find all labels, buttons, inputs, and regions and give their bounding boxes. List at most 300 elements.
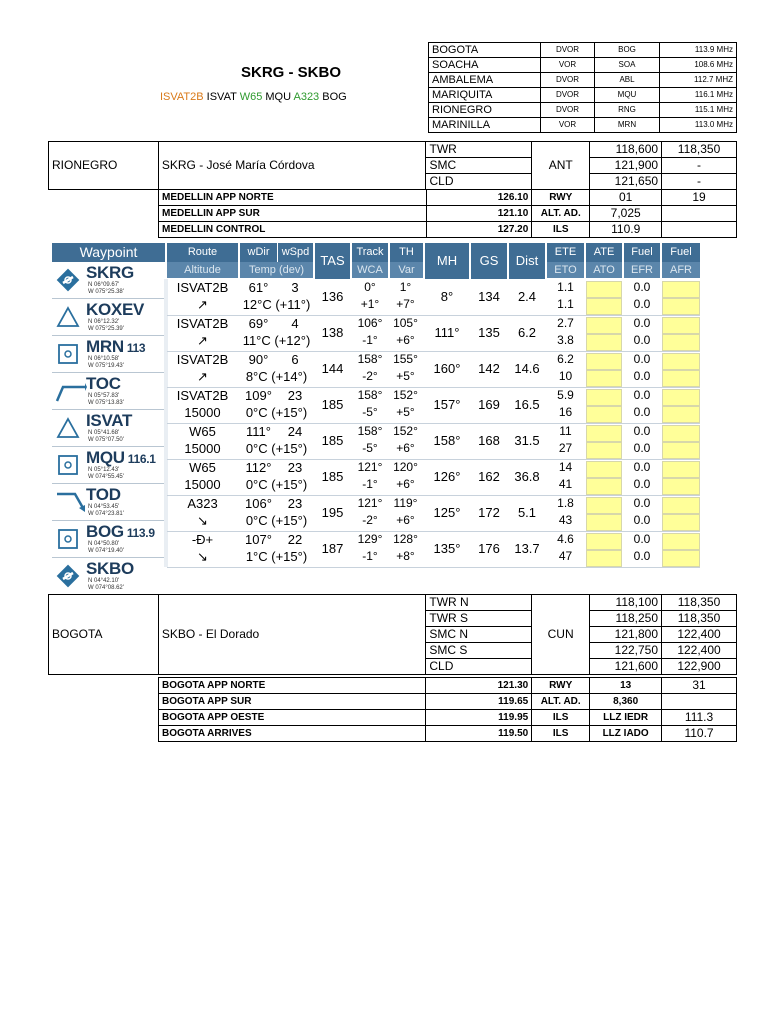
ete: 11 [559,424,572,438]
climb-icon [55,379,81,403]
leg-row [167,531,700,568]
navaid-frequency: 116.1 MHz [660,88,737,103]
wind-correction-angle: -5° [362,441,378,455]
true-airspeed: 187 [321,541,344,556]
triangle-icon [55,305,81,329]
vor-icon [55,342,81,366]
column-subheader-efr: EFR [624,262,660,278]
freq-primary: 121,900 [590,158,662,174]
arrival-frequencies-table [158,677,737,742]
afr-input[interactable] [662,442,700,459]
leg-route: W65 [189,460,216,475]
freq-primary: 118,250 [590,611,662,627]
leg-altitude: 15000 [184,477,221,492]
afr-input[interactable] [662,298,700,315]
fuel-used-input[interactable] [662,389,700,406]
departure-airport-name: SKRG - José María Córdova [158,142,426,190]
info-value: LLZ IADO [590,726,662,742]
eto: 43 [558,513,573,527]
waypoint-coordinates [88,430,124,444]
freq-primary: 121,600 [590,659,662,675]
waypoint-coordinates [88,319,124,333]
fuel-remaining: 0.0 [633,388,651,402]
variation: +6° [396,477,415,491]
departure-city: RIONEGRO [49,142,159,190]
navaid-type: DVOR [541,88,595,103]
route-segment: ISVAT [203,91,240,103]
eto: 41 [558,477,573,491]
waypoint-item[interactable] [52,447,165,484]
waypoint-name [86,300,144,320]
variation: +6° [396,441,415,455]
ato-input[interactable] [586,514,622,531]
freq-primary: 118,100 [590,595,662,611]
latitude: N 05°12.43' [88,467,120,473]
ate-input[interactable] [586,533,622,550]
afr-input[interactable] [662,370,700,387]
info-value: 110.9 [590,222,662,238]
waypoint-item[interactable] [52,410,165,447]
freq-secondary: 122,400 [662,627,737,643]
leg-altitude: ↗ [197,297,208,312]
info-value-2 [662,694,737,710]
navaid-id: ABL [595,73,660,88]
navaid-frequency: 115.1 MHz [660,103,737,118]
ground-speed: 176 [478,541,500,556]
waypoint-coordinates [88,467,124,481]
track: 158° [357,424,383,438]
info-value-2: 110.7 [662,726,737,742]
temperature: 8°C (+14°) [245,369,308,384]
leg-row [167,279,700,316]
track: 158° [357,388,383,402]
frequency-row [49,595,737,611]
leg-row [167,351,700,388]
facility-name: BOGOTA APP NORTE [159,678,426,694]
column-header-th: TH [390,243,423,262]
wind-direction: 112° [245,460,272,475]
latitude: N 04°42.10' [88,578,120,584]
leg-altitude: ↘ [197,549,208,564]
distance: 36.8 [514,469,540,484]
wind-speed: 22 [287,532,303,547]
track: 106° [357,316,383,330]
leg-row [167,315,700,352]
magnetic-heading: 125° [433,505,461,520]
fuel-used-input[interactable] [662,533,700,550]
magnetic-heading: 160° [433,361,461,376]
ete: 14 [558,460,573,474]
waypoint-name [86,337,145,357]
wind-direction: 109° [245,388,272,403]
leg-route: W65 [189,424,216,439]
waypoint-coordinates [88,356,124,370]
column-subheader-var: Var [390,262,423,278]
column-header-route: Route [167,243,238,262]
navaid-type: DVOR [541,73,595,88]
info-label: ILS [532,222,590,238]
latitude: N 05°57.83' [88,393,120,399]
temperature: 0°C (+15°) [245,477,308,492]
eto: 16 [558,405,573,419]
leg-route: ISVAT2B [176,352,229,367]
column-subheader-afr: AFR [662,262,700,278]
ate-input[interactable] [586,461,622,478]
magnetic-heading: 8° [440,289,454,304]
waypoint-item[interactable] [52,299,165,336]
wind-correction-angle: -1° [362,333,378,347]
navaid-id: BOG [595,43,660,58]
waypoint-name [86,263,134,283]
fuel-remaining: 0.0 [633,316,651,330]
column-subheader-temp: Temp (dev) [240,262,313,278]
distance: 16.5 [514,397,540,412]
ate-input[interactable] [586,497,622,514]
navaids-table [428,42,737,133]
true-airspeed: 185 [321,397,344,412]
departure-airport-table [48,141,737,190]
distance: 31.5 [514,433,540,448]
distance: 13.7 [514,541,540,556]
waypoint-ident: TOD [86,485,121,504]
freq-label: SMC S [426,643,532,659]
airport-icon [55,268,81,292]
info-label: ALT. AD. [532,206,590,222]
column-header-gs: GS [471,243,507,279]
triangle-icon [55,416,81,440]
leg-route: ISVAT2B [176,388,229,403]
navaid-frequency: 113.0 MHz [660,118,737,133]
fuel-used-value: 0.0 [633,369,651,383]
facility-name: BOGOTA APP SUR [159,694,426,710]
temperature: 1°C (+15°) [245,549,308,564]
track: 158° [357,352,383,366]
true-airspeed: 195 [321,505,344,520]
fuel-remaining: 0.0 [633,532,651,546]
info-value-2: 31 [662,678,737,694]
column-header-dist: Dist [509,243,545,279]
ate-input[interactable] [586,389,622,406]
magnetic-heading: 158° [433,433,461,448]
freq-label: TWR [426,142,532,158]
longitude: W 075°19.43' [88,363,124,369]
navaid-frequency: 112.7 MHZ [660,73,737,88]
temperature: 12°C (+11°) [242,297,311,312]
track: 121° [357,496,383,510]
freq-secondary: 118,350 [662,142,737,158]
route-segment: A323 [293,91,320,103]
freq-label: SMC [426,158,532,174]
afr-input[interactable] [662,514,700,531]
fuel-used-input[interactable] [662,281,700,298]
navaid-frequency: 108.6 MHz [660,58,737,73]
ato-input[interactable] [586,442,622,459]
wind-correction-angle: -2° [362,369,378,383]
facility-frequency: 126.10 [426,190,532,206]
eto: 3.8 [557,333,574,347]
fuel-remaining: 0.0 [633,496,651,510]
eto: 1.1 [557,297,574,311]
leg-route: A323 [187,496,218,511]
longitude: W 074°55.45' [88,474,124,480]
info-value: 01 [590,190,662,206]
eto: 27 [558,441,573,455]
fuel-remaining: 0.0 [633,352,651,366]
ato-input[interactable] [586,478,622,495]
ete: 1.1 [557,280,574,294]
true-heading: 120° [393,460,418,474]
true-heading: 152° [393,424,418,438]
info-value: 8,360 [590,694,662,710]
waypoint-name [86,448,156,468]
true-heading: 152° [393,388,418,402]
longitude: W 074°08.62' [88,585,124,591]
waypoint-item[interactable] [52,336,165,373]
leg-altitude: ↗ [197,369,208,384]
freq-primary: 122,750 [590,643,662,659]
waypoint-frequency: 113.9 [126,526,155,540]
facility-name: MEDELLIN CONTROL [159,222,427,238]
departure-frequencies-table [158,189,737,238]
latitude: N 04°53.45' [88,504,120,510]
leg-altitude: ↗ [197,333,208,348]
wind-correction-angle: -1° [362,477,378,491]
facility-name: BOGOTA APP OESTE [159,710,426,726]
fuel-used-input[interactable] [662,353,700,370]
info-label: ILS [532,710,590,726]
temperature: 0°C (+15°) [245,513,308,528]
eto: 10 [558,369,573,383]
afr-input[interactable] [662,478,700,495]
waypoint-coordinates [88,541,124,555]
ate-input[interactable] [586,281,622,298]
column-header-ete: ETE [547,243,584,262]
frequency-row [159,678,737,694]
longitude: W 075°25.38' [88,289,124,295]
leg-route: ISVAT2B [176,316,229,331]
magnetic-heading: 126° [433,469,461,484]
ato-input[interactable] [586,298,622,315]
true-heading: 128° [393,532,418,546]
waypoint-frequency: 116.1 [127,452,156,466]
ground-speed: 162 [478,469,500,484]
ground-speed: 142 [478,361,500,376]
waypoint-header: Waypoint [52,243,165,262]
freq-label: CLD [426,659,532,675]
longitude: W 074°23.81' [88,511,124,517]
waypoint-coordinates [88,393,124,407]
temperature: 0°C (+15°) [245,405,308,420]
fuel-used-value: 0.0 [633,333,651,347]
facility-name: MEDELLIN APP SUR [159,206,427,222]
leg-row [167,387,700,424]
facility-name: MEDELLIN APP NORTE [159,190,427,206]
true-heading: 155° [393,352,418,366]
longitude: W 075°25.39' [88,326,124,332]
info-value-2 [662,222,737,238]
track: 121° [357,460,383,474]
wind-correction-angle: -5° [362,405,378,419]
ato-input[interactable] [586,406,622,423]
magnetic-heading: 157° [433,397,461,412]
navaid-name: MARIQUITA [429,88,541,103]
vor-icon [55,453,81,477]
route-segment: MQU [262,91,294,103]
wind-direction: 111° [246,424,271,439]
distance: 14.6 [514,361,540,376]
wind-speed: 23 [287,496,303,511]
ate-input[interactable] [586,353,622,370]
ete: 2.7 [557,316,574,330]
ato-input[interactable] [586,334,622,351]
ete: 4.6 [557,532,574,546]
ate-input[interactable] [586,425,622,442]
navaid-frequency: 113.9 MHz [660,43,737,58]
fuel-used-value: 0.0 [633,297,651,311]
column-header-fuel2: Fuel [662,243,700,262]
freq-label: CLD [426,174,532,190]
info-value-2: 19 [662,190,737,206]
freq-primary: 121,800 [590,627,662,643]
latitude: N 06°12.32' [88,319,120,325]
variation: +7° [396,297,415,311]
latitude: N 05°41.68' [88,430,120,436]
route-segment: ISVAT2B [160,91,204,103]
distance: 6.2 [517,325,537,340]
facility-frequency: 119.95 [426,710,532,726]
freq-secondary: - [662,158,737,174]
vor-icon [55,527,81,551]
fuel-remaining: 0.0 [633,424,651,438]
airport-icon [55,564,81,588]
wind-speed: 4 [291,316,299,331]
fuel-used-input[interactable] [662,497,700,514]
ground-speed: 169 [478,397,500,412]
true-heading: 1° [399,280,412,294]
ground-speed: 134 [478,289,500,304]
wind-speed: 6 [291,352,299,367]
freq-secondary: 118,350 [662,595,737,611]
frequency-row [159,726,737,742]
wind-direction: 90° [248,352,269,367]
navaid-row [429,73,737,88]
waypoint-ident: KOXEV [86,300,145,319]
ato-input[interactable] [586,550,622,567]
arrival-airport-name: SKBO - El Dorado [158,595,426,675]
frequency-row [159,694,737,710]
afr-input[interactable] [662,550,700,567]
navaid-name: MARINILLA [429,118,541,133]
variation: +6° [396,513,415,527]
true-airspeed: 185 [321,433,344,448]
info-value: 7,025 [590,206,662,222]
waypoint-name [86,485,121,505]
navaid-name: RIONEGRO [429,103,541,118]
waypoint-ident: TOC [86,374,121,393]
waypoint-frequency: 113 [126,341,146,355]
info-label: RWY [532,678,590,694]
waypoint-item[interactable] [52,558,165,595]
latitude: N 06°10.58' [88,356,120,362]
fuel-used-value: 0.0 [633,405,651,419]
waypoint-coordinates [88,504,124,518]
true-heading: 105° [393,316,418,330]
freq-secondary: 118,350 [662,611,737,627]
wind-correction-angle: -1° [362,549,378,563]
fuel-used-input[interactable] [662,461,700,478]
leg-route: -Ð+ [191,532,214,547]
wind-direction: 61° [248,280,269,295]
wind-speed: 23 [287,388,303,403]
temperature: 11°C (+12°) [242,333,311,348]
freq-label: TWR S [426,611,532,627]
fuel-used-input[interactable] [662,425,700,442]
facility-frequency: 119.65 [426,694,532,710]
fuel-used-input[interactable] [662,317,700,334]
frequency-row [159,222,737,238]
waypoint-name [86,411,132,431]
column-subheader-ato: ATO [586,262,622,278]
leg-row [167,459,700,496]
afr-input[interactable] [662,334,700,351]
waypoint-item[interactable] [52,484,165,521]
ato-input[interactable] [586,370,622,387]
waypoint-item[interactable] [52,262,165,299]
true-airspeed: 144 [321,361,344,376]
navaid-row [429,103,737,118]
freq-primary: 121,650 [590,174,662,190]
waypoint-item[interactable] [52,373,165,410]
column-header-fuel1: Fuel [624,243,660,262]
navaid-row [429,88,737,103]
true-airspeed: 185 [321,469,344,484]
column-subheader-eto: ETO [547,262,584,278]
ate-input[interactable] [586,317,622,334]
navaid-row [429,58,737,73]
column-header-ate: ATE [586,243,622,262]
waypoint-ident: SKBO [86,559,134,578]
leg-altitude: ↘ [197,513,208,528]
waypoint-ident: MQU [86,448,125,467]
info-label: RWY [532,190,590,206]
waypoint-item[interactable] [52,521,165,558]
waypoint-ident: ISVAT [86,411,133,430]
waypoint-ident: SKRG [86,263,134,282]
waypoint-coordinates [88,282,124,296]
navaid-id: SOA [595,58,660,73]
waypoint-column [52,243,165,595]
navaid-row [429,43,737,58]
column-header-wspd: wSpd [278,243,313,262]
fuel-remaining: 0.0 [633,280,651,294]
wind-correction-angle: +1° [360,297,380,311]
facility-frequency: 127.20 [426,222,532,238]
navaid-type: DVOR [541,103,595,118]
distance: 2.4 [517,289,537,304]
navaid-id: MQU [595,88,660,103]
navaid-name: AMBALEMA [429,73,541,88]
info-label: ILS [532,726,590,742]
info-value: LLZ IEDR [590,710,662,726]
wind-direction: 107° [245,532,272,547]
facility-name: BOGOTA ARRIVES [159,726,426,742]
freq-label: SMC N [426,627,532,643]
afr-input[interactable] [662,406,700,423]
route-segment: W65 [239,91,263,103]
waypoint-ident: MRN [86,337,124,356]
true-heading: 119° [393,496,418,510]
column-subheader-altitude: Altitude [167,262,238,278]
